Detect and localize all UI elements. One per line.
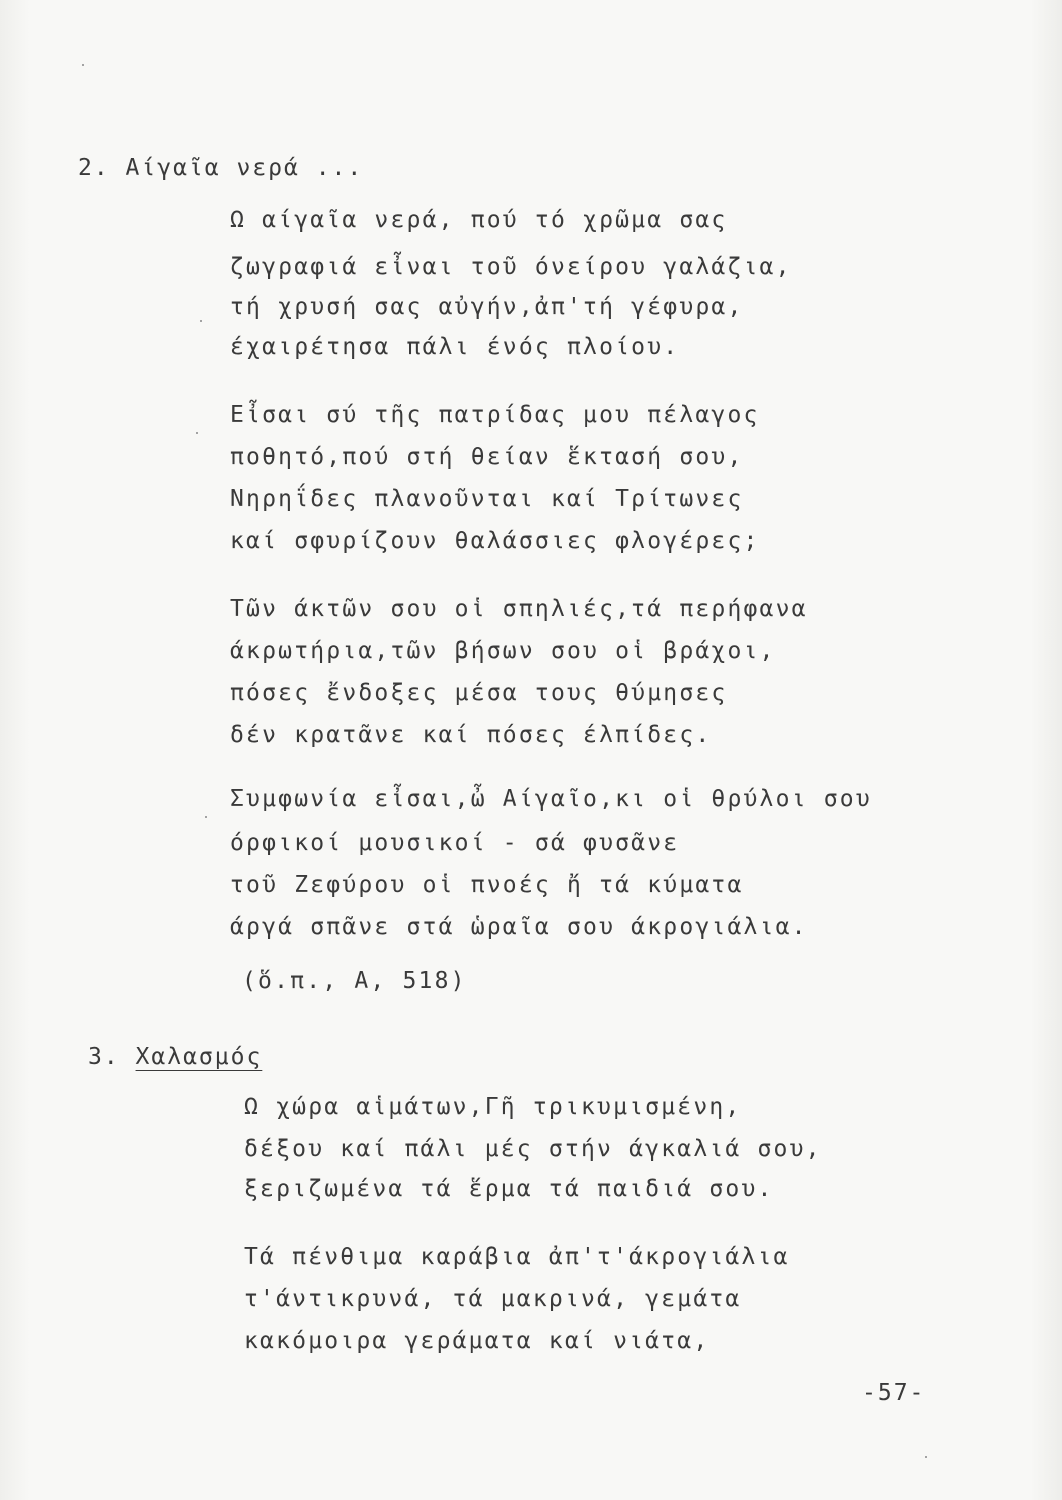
poem-line: όρφικοί μουσικοί - σά φυσᾶνε (230, 830, 680, 856)
poem-line: Ω αίγαῖα νερά, πού τό χρῶμα σας (230, 207, 728, 233)
poem-line: δέξου καί πάλι μές στήν άγκαλιά σου, (244, 1136, 822, 1162)
poem-line: Τῶν άκτῶν σου οἱ σπηλιές,τά περήφανα (230, 596, 808, 622)
section-heading (88, 1044, 262, 1070)
poem-line: άργά σπᾶνε στά ὡραῖα σου άκρογιάλια. (230, 914, 808, 940)
poem-line: άκρωτήρια,τῶν βήσων σου οἱ βράχοι, (230, 638, 776, 664)
poem-line: τοῦ Ζεφύρου οἱ πνοές ἤ τά κύματα (230, 872, 744, 898)
section-number: 3. (88, 1044, 136, 1070)
poem-line: ξεριζωμένα τά ἕρμα τά παιδιά σου. (244, 1176, 774, 1202)
poem-line: έχαιρέτησα πάλι ένός πλοίου. (230, 334, 680, 360)
poem-line: δέν κρατᾶνε καί πόσες έλπίδες. (230, 722, 712, 748)
scan-speck (925, 1456, 927, 1458)
poem-line: κακόμοιρα γεράματα καί νιάτα, (244, 1328, 710, 1354)
poem-line: Τά πένθιμα καράβια ἀπ'τ'άκρογιάλια (244, 1244, 790, 1270)
poem-line: πόσες ἔνδοξες μέσα τους θύμησες (230, 680, 728, 706)
scan-speck (200, 320, 202, 322)
poem-line: Εἶσαι σύ τῆς πατρίδας μου πέλαγος (230, 402, 760, 428)
scan-speck (205, 816, 207, 818)
page-number: -57- (862, 1380, 926, 1406)
poem-line: Συμφωνία εἶσαι,ὦ Αίγαῖο,κι οἱ θρύλοι σου (230, 786, 872, 812)
section-heading: 2. Αίγαῖα νερά ... (78, 155, 364, 181)
section-title: Χαλασμός (135, 1044, 263, 1070)
poem-line: τ'άντικρυνά, τά μακρινά, γεμάτα (244, 1286, 742, 1312)
poem-line: καί σφυρίζουν θαλάσσιες φλογέρες; (230, 528, 760, 554)
poem-line: τή χρυσή σας αὐγήν,ἀπ'τή γέφυρα, (230, 294, 744, 320)
poem-line: Νηρηΐδες πλανοῦνται καί Τρίτωνες (230, 486, 744, 512)
scan-speck (82, 64, 84, 66)
poem-line: Ω χώρα αἱμάτων,Γῆ τρικυμισμένη, (244, 1094, 742, 1120)
scan-speck (196, 432, 198, 434)
poem-line: ποθητό,πού στή θείαν ἕκτασή σου, (230, 444, 744, 470)
poem-line: ζωγραφιά εἶναι τοῦ όνείρου γαλάζια, (230, 254, 792, 280)
citation: (ὅ.π., Α, 518) (242, 968, 467, 994)
